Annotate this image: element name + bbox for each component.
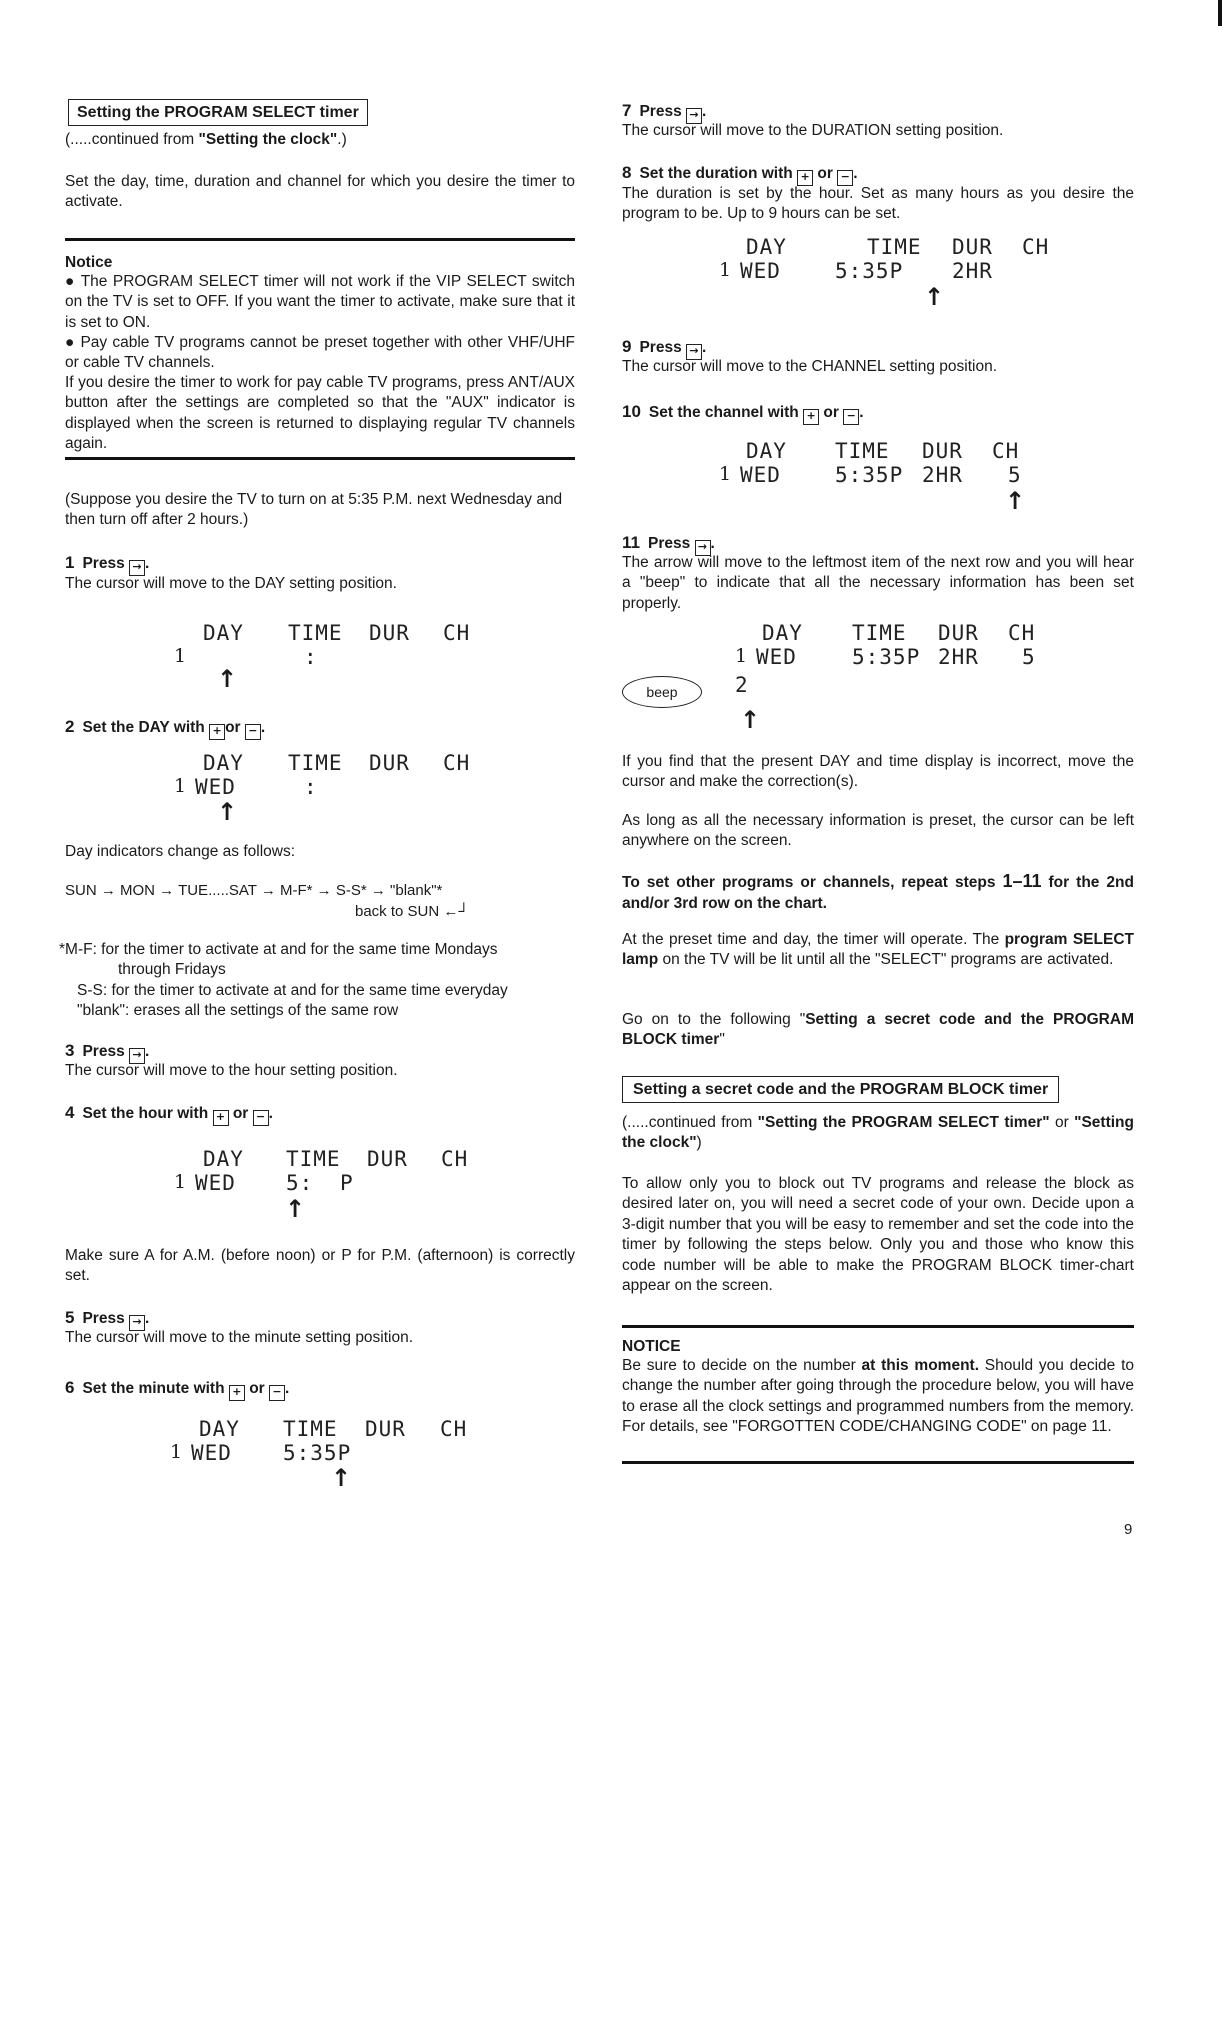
- step-9-text: The cursor will move to the CHANNEL setting position.: [622, 358, 998, 375]
- operate-text: At the preset time and day, the timer will operate. The program SELECT lamp on the TV will be lit until all the "SELECT" programs are activated.: [622, 931, 1134, 969]
- continued-note: (.....continued from "Setting the clock".): [65, 131, 347, 148]
- up-arrow-icon: ↑: [1005, 487, 1026, 515]
- lcd-time-value: 5:35P: [835, 259, 904, 283]
- step-3-title: 3 Press → .: [65, 1040, 149, 1064]
- lcd-display-step10: [622, 438, 1134, 498]
- step-9-title: 9 Press → .: [622, 336, 706, 360]
- step-8-text: The duration is set by the hour. Set as many hours as you desire the program to be. Up to 9 hours can be set.: [622, 185, 1134, 223]
- incorrect-text: If you find that the present DAY and time display is incorrect, move the cursor and make the correction(s).: [622, 753, 1134, 791]
- lcd-header-ch: CH: [992, 439, 1020, 463]
- lcd-ampm-value: P: [340, 1171, 354, 1195]
- up-arrow-icon: ↑: [924, 283, 945, 311]
- lcd-header-dur: DUR: [369, 751, 410, 775]
- divider: [622, 1461, 1134, 1464]
- step-7-title: 7 Press → .: [622, 100, 706, 124]
- step-1-text: The cursor will move to the DAY setting position.: [65, 575, 397, 592]
- minus-key-icon: −: [269, 1385, 285, 1401]
- lcd-header-time: TIME: [283, 1417, 338, 1441]
- lcd-channel-value: 5: [1008, 463, 1022, 487]
- notice-2-text: Be sure to decide on the number at this moment. Should you decide to change the number after going through the procedure below, you will have to erase all the clock settings and programmed numbers from the memory. For details, see "FORGOTTEN CODE/CHANGING CODE" on page 11.: [622, 1357, 1134, 1436]
- divider: [622, 1325, 1134, 1328]
- ss-note: S-S: for the timer to activate at and for the same time everyday: [77, 982, 508, 999]
- lcd-header-dur: DUR: [922, 439, 963, 463]
- allow-text: To allow only you to block out TV programs and release the block as desired later on, you will need a secret code of your own. Decide upon a 3-digit number that you will be easy to remember and set the code into the timer by following the steps below. Only you and those who know this code number will be able to make the PROGRAM BLOCK timer-chart appear on the screen.: [622, 1175, 1134, 1295]
- ampm-text: Make sure A for A.M. (before noon) or P for P.M. (afternoon) is correctly set.: [65, 1247, 575, 1285]
- up-arrow-icon: ↑: [217, 798, 238, 826]
- step-6-title: 6 Set the minute with + or − .: [65, 1377, 289, 1401]
- lcd-display-step4: [65, 1146, 575, 1206]
- up-arrow-icon: ↑: [740, 706, 761, 734]
- lcd-day-value: WED: [195, 1171, 236, 1195]
- go-on-text: Go on to the following "Setting a secret code and the PROGRAM BLOCK timer": [622, 1011, 1134, 1049]
- step-11-text: The arrow will move to the leftmost item of the next row and you will hear a "beep" to indicate that all the necessary information has been set properly.: [622, 554, 1134, 612]
- suppose-text: (Suppose you desire the TV to turn on at 5:35 P.M. next Wednesday and then turn off after 2 hours.): [65, 491, 563, 529]
- preset-text: As long as all the necessary information is preset, the cursor can be left anywhere on the screen.: [622, 812, 1134, 850]
- lcd-colon: :: [304, 645, 318, 669]
- enter-key-icon: →: [686, 108, 702, 124]
- lcd-row-number: 1: [719, 463, 733, 485]
- step-7-text: The cursor will move to the DURATION setting position.: [622, 122, 1004, 139]
- enter-key-icon: →: [695, 540, 711, 556]
- blank-note: "blank": erases all the settings of the same row: [77, 1002, 399, 1019]
- lcd-header-time: TIME: [288, 621, 343, 645]
- minus-key-icon: −: [245, 724, 261, 740]
- lcd-header-ch: CH: [443, 621, 471, 645]
- lcd-row-number: 1: [735, 645, 749, 667]
- day-change-text: Day indicators change as follows:: [65, 843, 296, 860]
- lcd-display-step1: [65, 620, 575, 693]
- section-title-program-block: Setting a secret code and the PROGRAM BLOCK timer: [622, 1076, 1059, 1103]
- lcd-header-time: TIME: [286, 1147, 341, 1171]
- lcd-duration-value: 2HR: [952, 259, 993, 283]
- step-5-title: 5 Press → .: [65, 1307, 149, 1331]
- plus-key-icon: +: [803, 409, 819, 425]
- lcd-header-day: DAY: [199, 1417, 240, 1441]
- day-sequence-back: back to SUN ←┘: [355, 903, 469, 920]
- lcd-header-ch: CH: [440, 1417, 468, 1441]
- enter-key-icon: →: [686, 344, 702, 360]
- lcd-header-time: TIME: [852, 621, 907, 645]
- lcd-header-day: DAY: [203, 1147, 244, 1171]
- lcd-header-day: DAY: [762, 621, 803, 645]
- step-5-text: The cursor will move to the minute setting position.: [65, 1329, 414, 1346]
- lcd-display-step2: [65, 750, 575, 810]
- lcd-row-number: 1: [170, 1441, 184, 1463]
- up-arrow-icon: ↑: [331, 1464, 352, 1492]
- lcd-day-value: WED: [191, 1441, 232, 1465]
- margin-mark: [1218, 0, 1222, 26]
- lcd-day-value: WED: [195, 775, 236, 799]
- notice-item-2: ● Pay cable TV programs cannot be preset together with other VHF/UHF or cable TV channels.: [65, 334, 576, 372]
- step-4-title: 4 Set the hour with + or − .: [65, 1102, 273, 1126]
- lcd-header-dur: DUR: [369, 621, 410, 645]
- lcd-display-step6: [65, 1416, 575, 1476]
- step-2-title: 2 Set the DAY with + or − .: [65, 716, 265, 740]
- step-10-title: 10 Set the channel with + or − .: [622, 401, 864, 425]
- lcd-day-value: WED: [740, 463, 781, 487]
- mf-note-cont: through Fridays: [118, 961, 226, 978]
- lcd-header-time: TIME: [867, 235, 922, 259]
- beep-bubble: beep: [622, 676, 702, 708]
- notice-item-3: If you desire the timer to work for pay cable TV programs, press ANT/AUX button after the settings are completed so that the "AUX" indicator is displayed when the screen is returned to displaying regular TV channels again.: [65, 374, 575, 453]
- notice-item-1: ● The PROGRAM SELECT timer will not work if the VIP SELECT switch on the TV is set to OFF. If you want the timer to activate, make sure that it is set to ON.: [65, 273, 575, 331]
- step-3-text: The cursor will move to the hour setting position.: [65, 1062, 398, 1079]
- lcd-header-time: TIME: [835, 439, 890, 463]
- lcd-row-number: 1: [719, 259, 733, 281]
- lcd-day-value: WED: [756, 645, 797, 669]
- lcd-header-day: DAY: [203, 751, 244, 775]
- lcd-header-dur: DUR: [952, 235, 993, 259]
- divider: [65, 457, 575, 460]
- enter-key-icon: →: [129, 1048, 145, 1064]
- plus-key-icon: +: [209, 724, 225, 740]
- minus-key-icon: −: [253, 1110, 269, 1126]
- step-1-title: 1 Press → .: [65, 552, 149, 576]
- lcd-header-dur: DUR: [938, 621, 979, 645]
- plus-key-icon: +: [213, 1110, 229, 1126]
- lcd-row-number: 1: [174, 645, 188, 667]
- minus-key-icon: −: [837, 170, 853, 186]
- lcd-header-day: DAY: [746, 439, 787, 463]
- lcd-time-value: 5:35P: [852, 645, 921, 669]
- lcd-day-value: WED: [740, 259, 781, 283]
- lcd-row-number: 1: [174, 1171, 188, 1193]
- notice-title: Notice: [65, 254, 113, 271]
- lcd-header-day: DAY: [203, 621, 244, 645]
- lcd-header-ch: CH: [1022, 235, 1050, 259]
- plus-key-icon: +: [797, 170, 813, 186]
- lcd-time-value: 5:35P: [283, 1441, 352, 1465]
- lcd-channel-value: 5: [1022, 645, 1036, 669]
- section-title-program-select: Setting the PROGRAM SELECT timer: [68, 99, 368, 126]
- notice-2-title: NOTICE: [622, 1338, 681, 1355]
- lcd-header-ch: CH: [441, 1147, 469, 1171]
- intro-text: Set the day, time, duration and channel for which you desire the timer to activate.: [65, 173, 575, 211]
- plus-key-icon: +: [229, 1385, 245, 1401]
- divider: [65, 238, 575, 241]
- repeat-steps-text: To set other programs or channels, repeat steps 1–11 for the 2nd and/or 3rd row on the chart.: [622, 871, 1134, 912]
- lcd-header-day: DAY: [746, 235, 787, 259]
- lcd-display-step8: [622, 234, 1134, 294]
- lcd-hour-value: 5:: [286, 1171, 314, 1195]
- continued-note-2: (.....continued from "Setting the PROGRAM SELECT timer" or "Setting the clock"): [622, 1114, 1134, 1152]
- minus-key-icon: −: [843, 409, 859, 425]
- up-arrow-icon: ↑: [217, 665, 238, 693]
- lcd-duration-value: 2HR: [922, 463, 963, 487]
- up-arrow-icon: ↑: [285, 1195, 306, 1223]
- lcd-header-ch: CH: [443, 751, 471, 775]
- lcd-header-time: TIME: [288, 751, 343, 775]
- step-11-title: 11 Press → .: [622, 532, 715, 556]
- lcd-header-dur: DUR: [365, 1417, 406, 1441]
- day-sequence: SUN → MON → TUE.....SAT → M-F* → S-S* → "blank"*: [65, 882, 443, 899]
- lcd-header-dur: DUR: [367, 1147, 408, 1171]
- mf-note: *M-F: for the timer to activate at and for the same time Mondays: [59, 941, 498, 958]
- lcd-duration-value: 2HR: [938, 645, 979, 669]
- enter-key-icon: →: [129, 560, 145, 576]
- lcd-row-number: 1: [174, 775, 188, 797]
- enter-key-icon: →: [129, 1315, 145, 1331]
- lcd-colon: :: [304, 775, 318, 799]
- lcd-header-ch: CH: [1008, 621, 1036, 645]
- page-number: 9: [1124, 1521, 1133, 1538]
- lcd-next-row-number: 2: [735, 673, 749, 697]
- lcd-time-value: 5:35P: [835, 463, 904, 487]
- step-8-title: 8 Set the duration with + or − .: [622, 162, 858, 186]
